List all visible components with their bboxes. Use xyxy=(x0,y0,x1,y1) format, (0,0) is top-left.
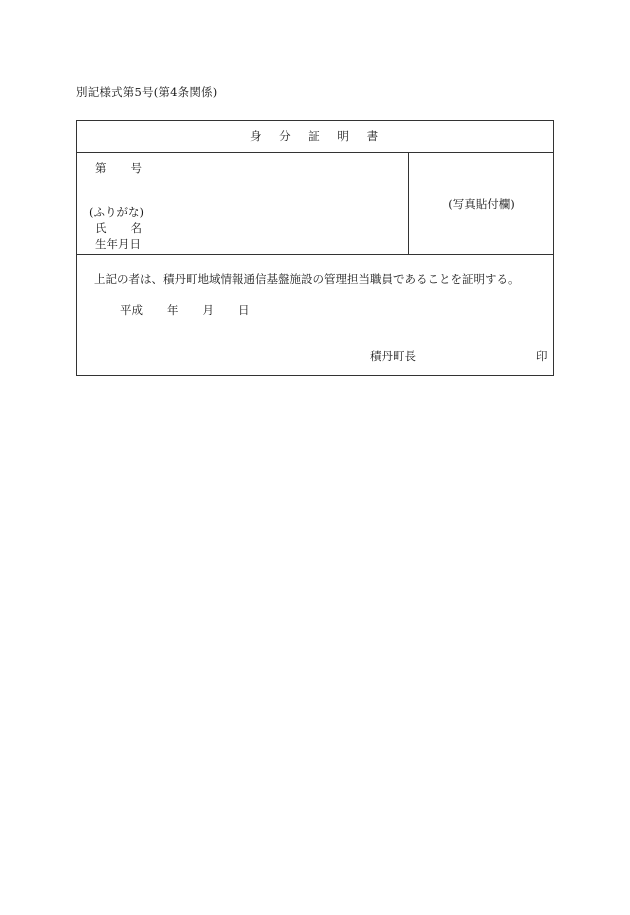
personal-info-cell xyxy=(77,153,409,254)
photo-label: (写真貼付欄) xyxy=(448,197,515,211)
photo-cell xyxy=(409,153,554,254)
title-char: 書 xyxy=(366,129,381,143)
title-char: 証 xyxy=(308,129,322,143)
birth-date-label: 生年月日 xyxy=(95,237,141,251)
date-era: 平成 xyxy=(120,303,143,317)
seal-mark: 印 xyxy=(536,349,548,363)
number-suffix: 号 xyxy=(130,161,142,175)
certification-statement: 上記の者は、積丹町地域情報通信基盤施設の管理担当職員であることを証明する。 xyxy=(94,272,520,286)
name-char: 氏 xyxy=(95,221,107,235)
personal-info-row xyxy=(77,153,553,255)
name-char: 名 xyxy=(130,221,142,235)
number-prefix: 第 xyxy=(95,161,107,175)
name-field xyxy=(95,220,142,236)
furigana-label: (ふりがな) xyxy=(89,205,144,219)
title-char: 身 xyxy=(249,129,264,143)
id-certificate-form xyxy=(76,120,554,376)
form-number-label: 別記様式第5号(第4条関係) xyxy=(76,85,218,99)
certification-cell xyxy=(77,255,553,375)
number-field xyxy=(95,160,142,176)
title-char: 分 xyxy=(279,129,293,143)
date-day: 日 xyxy=(238,303,250,317)
issuer-title: 積丹町長 xyxy=(370,349,416,363)
certificate-title xyxy=(77,121,553,153)
date-year: 年 xyxy=(167,303,179,317)
title-char: 明 xyxy=(337,129,351,143)
date-month: 月 xyxy=(202,303,214,317)
date-field xyxy=(120,302,250,318)
